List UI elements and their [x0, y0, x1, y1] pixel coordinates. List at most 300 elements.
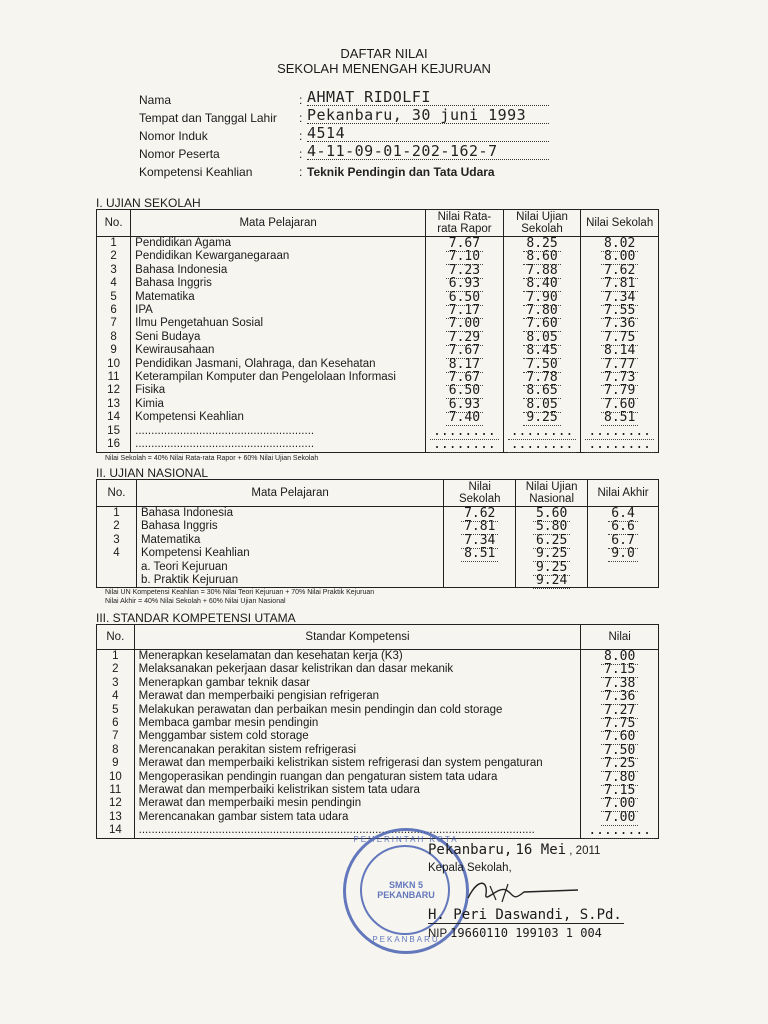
nilai-kompetensi-value: 7.25 — [601, 756, 638, 772]
nilai-kompetensi-value: 7.00 — [601, 810, 638, 826]
nilai-rapor-value: 8.17 — [446, 357, 483, 373]
nilai-sekolah — [581, 317, 659, 330]
nilai-kompetensi-value: 7.15 — [601, 783, 638, 799]
column-header: Nilai Ujian Sekolah — [503, 210, 581, 237]
subject-name: Pendidikan Jasmani, Olahraga, dan Kesehatan — [131, 358, 426, 371]
table-row — [97, 398, 659, 411]
nilai-ujian-sekolah-value: 8.25 — [523, 236, 560, 252]
nilai-kompetensi-value: 7.15 — [601, 662, 638, 678]
table-row — [97, 250, 659, 263]
row-number: 8 — [97, 744, 135, 757]
info-value-nomor-peserta: 4-11-09-01-202-162-7 — [307, 142, 549, 160]
nilai-ujian-sekolah-value: 8.45 — [523, 343, 560, 359]
row-number: 9 — [97, 344, 131, 357]
row-number: 15 — [97, 425, 131, 438]
nilai-sekolah — [581, 411, 659, 424]
table-row — [97, 744, 659, 757]
nilai-ujian-sekolah-value: 7.78 — [523, 370, 560, 386]
nilai-ujian-sekolah — [503, 425, 581, 438]
standar-kompetensi: Merencanakan perakitan sistem refrigerasi — [134, 744, 581, 757]
column-header: Mata Pelajaran — [136, 480, 443, 507]
nilai-kompetensi-value: 7.00 — [601, 796, 638, 812]
nilai-ujian-sekolah — [503, 344, 581, 357]
row-number: 11 — [97, 371, 131, 384]
nilai-ujian-nasional — [516, 534, 588, 547]
row-number: 12 — [97, 384, 131, 397]
nilai-rapor-value: ........ — [430, 437, 499, 453]
subject-name: Kewirausahaan — [131, 344, 426, 357]
table-row — [97, 534, 659, 547]
table-row — [97, 677, 659, 690]
nilai-ujian-nasional-value: 9.25 — [533, 546, 570, 562]
nilai-rapor — [426, 264, 504, 277]
note-nilai-akhir: Nilai Akhir = 40% Nilai Sekolah + 60% Nilai Ujian Nasional — [105, 598, 286, 605]
nilai-sekolah — [581, 331, 659, 344]
nilai-rapor — [426, 384, 504, 397]
nilai-ujian-sekolah-value: 7.90 — [523, 290, 560, 306]
nilai-sekolah-value: 7.73 — [601, 370, 638, 386]
nilai-kompetensi-value: 7.60 — [601, 729, 638, 745]
nilai-sekolah-value: 7.81 — [601, 276, 638, 292]
row-number: 3 — [97, 534, 137, 547]
nilai-ujian-sekolah — [503, 237, 581, 251]
table-row — [97, 344, 659, 357]
note-nilai-sekolah: Nilai Sekolah = 40% Nilai Rata-rata Rapor + 60% Nilai Ujian Sekolah — [105, 455, 319, 462]
nilai-ujian-sekolah — [503, 277, 581, 290]
nilai-kompetensi-value: 7.38 — [601, 676, 638, 692]
nilai-akhir — [588, 534, 659, 547]
nilai-sekolah — [581, 237, 659, 251]
row-number: 13 — [97, 811, 135, 824]
table-row — [97, 730, 659, 743]
subject-name: Matematika — [131, 291, 426, 304]
nilai-kompetensi — [581, 717, 659, 730]
nilai-rapor — [426, 291, 504, 304]
row-number — [97, 561, 137, 574]
nilai-sekolah — [581, 264, 659, 277]
nilai-sekolah-value: 7.60 — [601, 397, 638, 413]
nilai-kompetensi-value: 7.75 — [601, 716, 638, 732]
row-number: 6 — [97, 717, 135, 730]
nilai-ujian-nasional-value: 5.80 — [533, 519, 570, 535]
nilai-rapor — [426, 411, 504, 424]
table-row — [97, 291, 659, 304]
nilai-kompetensi — [581, 811, 659, 824]
row-number: 3 — [97, 264, 131, 277]
nilai-ujian-sekolah — [503, 411, 581, 424]
row-number: 2 — [97, 250, 131, 263]
signature-name: H. Peri Daswandi, S.Pd. — [428, 907, 624, 924]
nilai-kompetensi — [581, 690, 659, 703]
table-ujian-sekolah — [96, 209, 659, 453]
table-row — [97, 704, 659, 717]
nilai-kompetensi-value: ........ — [585, 823, 654, 839]
document-title — [0, 46, 768, 76]
nilai-ujian-sekolah-value: 9.25 — [523, 410, 560, 426]
nilai-kompetensi — [581, 757, 659, 770]
nilai-ujian-sekolah — [503, 384, 581, 397]
stamp-top-text: PEMERINTAH KOTA — [353, 835, 459, 844]
nilai-ujian-nasional-value: 9.25 — [533, 560, 570, 576]
nilai-ujian-nasional-value: 6.25 — [533, 533, 570, 549]
nilai-ujian-nasional — [516, 547, 588, 560]
row-number: 12 — [97, 797, 135, 810]
nilai-sekolah-value: ........ — [585, 437, 654, 453]
table-row — [97, 237, 659, 251]
nilai-rapor — [426, 237, 504, 251]
table-row — [97, 757, 659, 770]
nilai-sekolah-value: 7.81 — [461, 519, 498, 535]
section-standar-kompetensi-title: III. STANDAR KOMPETENSI UTAMA — [96, 611, 296, 625]
info-label: Nama — [139, 93, 172, 107]
subject-name: ........................................................ — [131, 425, 426, 438]
table-row — [97, 520, 659, 533]
nilai-kompetensi — [581, 771, 659, 784]
signature-place: Pekanbaru, — [428, 842, 513, 858]
table-row — [97, 264, 659, 277]
nilai-ujian-nasional — [516, 520, 588, 533]
table-row — [97, 650, 659, 664]
nilai-rapor-value: ........ — [430, 424, 499, 440]
nilai-ujian-sekolah — [503, 291, 581, 304]
subject-name: Ilmu Pengetahuan Sosial — [131, 317, 426, 330]
nilai-sekolah-value: 7.55 — [601, 303, 638, 319]
row-number: 13 — [97, 398, 131, 411]
nilai-sekolah-value: 7.75 — [601, 330, 638, 346]
nilai-rapor-value: 6.50 — [446, 290, 483, 306]
table-row — [97, 797, 659, 810]
info-row-nomor-peserta: Nomor Peserta : 4-11-09-01-202-162-7 — [139, 144, 559, 162]
title-line-1: DAFTAR NILAI — [340, 46, 428, 61]
info-value-nama: AHMAT RIDOLFI — [307, 88, 549, 106]
nilai-ujian-sekolah-value: 8.40 — [523, 276, 560, 292]
nilai-kompetensi — [581, 784, 659, 797]
nilai-kompetensi-value: 7.50 — [601, 743, 638, 759]
nilai-akhir — [588, 520, 659, 533]
nilai-rapor-value: 7.29 — [446, 330, 483, 346]
nilai-ujian-nasional — [516, 561, 588, 574]
table-ujian-nasional — [96, 479, 659, 588]
row-number: 5 — [97, 704, 135, 717]
column-header: Nilai Rata-rata Rapor — [426, 210, 504, 237]
nilai-rapor — [426, 371, 504, 384]
nilai-kompetensi — [581, 824, 659, 838]
table-row — [97, 784, 659, 797]
nilai-ujian-sekolah — [503, 438, 581, 452]
nilai-sekolah — [581, 277, 659, 290]
standar-kompetensi: Menerapkan gambar teknik dasar — [134, 677, 581, 690]
row-number: 16 — [97, 438, 131, 452]
standar-kompetensi: Melakukan perawatan dan perbaikan mesin pendingin dan cold storage — [134, 704, 581, 717]
row-number: 8 — [97, 331, 131, 344]
table-standar-kompetensi — [96, 624, 659, 839]
standar-kompetensi: Menggambar sistem cold storage — [134, 730, 581, 743]
nilai-akhir — [588, 561, 659, 574]
nilai-ujian-sekolah-value: 8.05 — [523, 397, 560, 413]
info-label: Nomor Peserta — [139, 147, 220, 161]
nilai-ujian-sekolah-value: 7.60 — [523, 316, 560, 332]
row-number: 11 — [97, 784, 135, 797]
nilai-kompetensi — [581, 730, 659, 743]
nilai-rapor — [426, 425, 504, 438]
subject-name: Pendidikan Kewarganegaraan — [131, 250, 426, 263]
nilai-sekolah-value: 7.77 — [601, 357, 638, 373]
nilai-ujian-sekolah-value: ........ — [508, 424, 577, 440]
nilai-sekolah-value — [477, 573, 483, 588]
column-header: Nilai Akhir — [588, 480, 659, 507]
row-number: 4 — [97, 277, 131, 290]
table-row — [97, 425, 659, 438]
nilai-sekolah-value: 8.14 — [601, 343, 638, 359]
nilai-sekolah — [444, 507, 516, 521]
stamp-bottom-text: PEKANBARU — [372, 935, 440, 944]
row-number — [97, 574, 137, 588]
nilai-akhir — [588, 507, 659, 521]
standar-kompetensi: Melaksanakan pekerjaan dasar kelistrikan dan dasar mekanik — [134, 663, 581, 676]
table-row — [97, 574, 659, 588]
nilai-rapor — [426, 358, 504, 371]
table-row — [97, 547, 659, 560]
nilai-rapor-value: 7.67 — [446, 236, 483, 252]
nilai-sekolah — [581, 398, 659, 411]
nilai-ujian-sekolah-value: ........ — [508, 437, 577, 453]
nilai-rapor-value: 7.67 — [446, 370, 483, 386]
column-header: No. — [97, 210, 131, 237]
nilai-rapor — [426, 344, 504, 357]
nilai-ujian-nasional-value: 9.24 — [533, 573, 570, 589]
table-row — [97, 411, 659, 424]
nilai-sekolah — [581, 384, 659, 397]
table-row — [97, 358, 659, 371]
row-number: 10 — [97, 771, 135, 784]
nilai-sekolah-value: 8.00 — [601, 249, 638, 265]
signature-year: , 2011 — [569, 845, 601, 857]
nilai-sekolah — [581, 291, 659, 304]
signature-role: Kepala Sekolah, — [428, 862, 512, 874]
row-number: 10 — [97, 358, 131, 371]
info-value-nomor-induk: 4514 — [307, 124, 549, 142]
nilai-kompetensi — [581, 704, 659, 717]
nilai-rapor-value: 7.10 — [446, 249, 483, 265]
table-row — [97, 561, 659, 574]
stamp-center-text: SMKN 5 PEKANBARU — [377, 880, 435, 900]
subject-name: Kimia — [131, 398, 426, 411]
nilai-sekolah — [444, 561, 516, 574]
nip-label: NIP — [428, 928, 447, 940]
table-row — [97, 304, 659, 317]
standar-kompetensi: Mengoperasikan pendingin ruangan dan pengaturan sistem tata udara — [134, 771, 581, 784]
nilai-ujian-sekolah-value: 7.80 — [523, 303, 560, 319]
nilai-ujian-sekolah — [503, 371, 581, 384]
column-header: Nilai Ujian Nasional — [516, 480, 588, 507]
nilai-kompetensi — [581, 797, 659, 810]
nilai-ujian-sekolah-value: 7.88 — [523, 263, 560, 279]
nilai-sekolah — [444, 547, 516, 560]
nilai-ujian-nasional — [516, 507, 588, 521]
nilai-ujian-sekolah-value: 8.60 — [523, 249, 560, 265]
subject-name: Fisika — [131, 384, 426, 397]
nilai-sekolah-value: 7.62 — [461, 506, 498, 522]
column-header: Nilai Sekolah — [444, 480, 516, 507]
standar-kompetensi: ............................................................................................................................ — [134, 824, 581, 838]
table-row — [97, 507, 659, 521]
table-row — [97, 317, 659, 330]
nilai-rapor-value: 6.50 — [446, 383, 483, 399]
nilai-ujian-nasional — [516, 574, 588, 588]
table-row — [97, 771, 659, 784]
row-number: 14 — [97, 411, 131, 424]
nilai-ujian-sekolah — [503, 317, 581, 330]
info-label: Nomor Induk — [139, 129, 208, 143]
row-number: 1 — [97, 237, 131, 251]
nilai-sekolah — [444, 574, 516, 588]
table-header-row — [97, 480, 659, 507]
nilai-akhir — [588, 547, 659, 560]
standar-kompetensi: Merawat dan memperbaiki pengisian refrigeran — [134, 690, 581, 703]
nilai-ujian-sekolah-value: 8.65 — [523, 383, 560, 399]
nilai-rapor-value: 7.67 — [446, 343, 483, 359]
nilai-rapor-value: 7.23 — [446, 263, 483, 279]
nilai-sekolah — [581, 438, 659, 452]
nilai-kompetensi — [581, 663, 659, 676]
standar-kompetensi: Merawat dan memperbaiki kelistrikan sistem tata udara — [134, 784, 581, 797]
subject-name: Matematika — [136, 534, 443, 547]
nilai-akhir-value: 9.0 — [608, 546, 637, 562]
nilai-ujian-sekolah — [503, 250, 581, 263]
table-row — [97, 331, 659, 344]
row-number: 3 — [97, 677, 135, 690]
nilai-sekolah-value: 8.51 — [461, 546, 498, 562]
nilai-rapor — [426, 398, 504, 411]
nilai-ujian-sekolah — [503, 264, 581, 277]
subject-name: Bahasa Indonesia — [136, 507, 443, 521]
nilai-sekolah — [581, 344, 659, 357]
table-row — [97, 438, 659, 452]
row-number: 6 — [97, 304, 131, 317]
nilai-rapor-value: 6.93 — [446, 276, 483, 292]
nilai-rapor — [426, 438, 504, 452]
nilai-rapor — [426, 250, 504, 263]
table-header-row — [97, 210, 659, 237]
nilai-sekolah — [581, 358, 659, 371]
nilai-kompetensi-value: 7.80 — [601, 770, 638, 786]
nilai-kompetensi-value: 7.36 — [601, 689, 638, 705]
nilai-akhir-value: 6.7 — [608, 533, 637, 549]
nilai-sekolah-value: 7.62 — [601, 263, 638, 279]
info-row-nomor-induk: Nomor Induk : 4514 — [139, 126, 559, 144]
info-row-nama: Nama : AHMAT RIDOLFI — [139, 90, 559, 108]
nilai-kompetensi-value: 8.00 — [601, 649, 638, 665]
standar-kompetensi: Membaca gambar mesin pendingin — [134, 717, 581, 730]
row-number: 1 — [97, 507, 137, 521]
nilai-ujian-sekolah — [503, 304, 581, 317]
handwritten-signature — [428, 876, 598, 906]
nilai-sekolah-value: 7.79 — [601, 383, 638, 399]
nilai-sekolah-value: 7.36 — [601, 316, 638, 332]
nilai-sekolah — [581, 425, 659, 438]
subject-name: ........................................................ — [131, 438, 426, 452]
title-line-2: SEKOLAH MENENGAH KEJURUAN — [277, 61, 491, 76]
table-row — [97, 384, 659, 397]
nilai-akhir — [588, 574, 659, 588]
row-number: 9 — [97, 757, 135, 770]
nilai-akhir-value: 6.6 — [608, 519, 637, 535]
column-header: Nilai — [581, 625, 659, 650]
subject-name: Bahasa Indonesia — [131, 264, 426, 277]
column-header: No. — [97, 480, 137, 507]
nilai-sekolah-value: 8.51 — [601, 410, 638, 426]
row-number: 4 — [97, 547, 137, 560]
row-number: 5 — [97, 291, 131, 304]
table-row — [97, 717, 659, 730]
signature-date: 16 Mei — [515, 842, 567, 858]
standar-kompetensi: Merawat dan memperbaiki mesin pendingin — [134, 797, 581, 810]
nilai-sekolah — [581, 304, 659, 317]
nilai-rapor — [426, 331, 504, 344]
standar-kompetensi: Merencanakan gambar sistem tata udara — [134, 811, 581, 824]
nilai-sekolah-value: 7.34 — [461, 533, 498, 549]
nilai-sekolah-value: 7.34 — [601, 290, 638, 306]
nilai-rapor — [426, 277, 504, 290]
subject-name: a. Teori Kejuruan — [136, 561, 443, 574]
standar-kompetensi: Merawat dan memperbaiki kelistrikan sistem refrigerasi dan system pengaturan — [134, 757, 581, 770]
nilai-rapor — [426, 317, 504, 330]
subject-name: Pendidikan Agama — [131, 237, 426, 251]
table-row — [97, 690, 659, 703]
info-row-ttl: Tempat dan Tanggal Lahir : Pekanbaru, 30 juni 1993 — [139, 108, 559, 126]
standar-kompetensi: Menerapkan keselamatan dan kesehatan kerja (K3) — [134, 650, 581, 664]
nilai-sekolah-value: 8.02 — [601, 236, 638, 252]
section-ujian-nasional-title: II. UJIAN NASIONAL — [96, 466, 209, 480]
row-number: 4 — [97, 690, 135, 703]
nilai-sekolah-value: ........ — [585, 424, 654, 440]
row-number: 7 — [97, 730, 135, 743]
info-value-ttl: Pekanbaru, 30 juni 1993 — [307, 106, 549, 124]
column-header: Mata Pelajaran — [131, 210, 426, 237]
nilai-ujian-sekolah-value: 8.05 — [523, 330, 560, 346]
subject-name: Bahasa Inggris — [131, 277, 426, 290]
row-number: 2 — [97, 663, 135, 676]
nilai-sekolah — [581, 250, 659, 263]
subject-name: IPA — [131, 304, 426, 317]
table-row — [97, 811, 659, 824]
row-number: 7 — [97, 317, 131, 330]
subject-name: Keterampilan Komputer dan Pengelolaan Informasi — [131, 371, 426, 384]
nilai-sekolah — [444, 534, 516, 547]
nip-value: 19660110 199103 1 004 — [450, 926, 602, 940]
nilai-akhir-value: 6.4 — [608, 506, 637, 522]
nilai-kompetensi-value: 7.27 — [601, 703, 638, 719]
section-ujian-sekolah-title: I. UJIAN SEKOLAH — [96, 196, 201, 210]
subject-name: b. Praktik Kejuruan — [136, 574, 443, 588]
nilai-kompetensi — [581, 650, 659, 664]
nilai-ujian-sekolah — [503, 398, 581, 411]
info-value-kompetensi: Teknik Pendingin dan Tata Udara — [307, 165, 495, 179]
nilai-ujian-nasional-value: 5.60 — [533, 506, 570, 522]
nilai-ujian-sekolah — [503, 358, 581, 371]
info-row-kompetensi: Kompetensi Keahlian : Teknik Pendingin dan Tata Udara — [139, 162, 559, 180]
nilai-sekolah — [581, 371, 659, 384]
nilai-akhir-value — [620, 573, 626, 588]
subject-name: Seni Budaya — [131, 331, 426, 344]
table-row — [97, 277, 659, 290]
table-row — [97, 371, 659, 384]
nilai-kompetensi — [581, 744, 659, 757]
nilai-sekolah — [444, 520, 516, 533]
info-label: Kompetensi Keahlian — [139, 165, 253, 179]
nilai-ujian-sekolah — [503, 331, 581, 344]
nilai-rapor-value: 7.00 — [446, 316, 483, 332]
